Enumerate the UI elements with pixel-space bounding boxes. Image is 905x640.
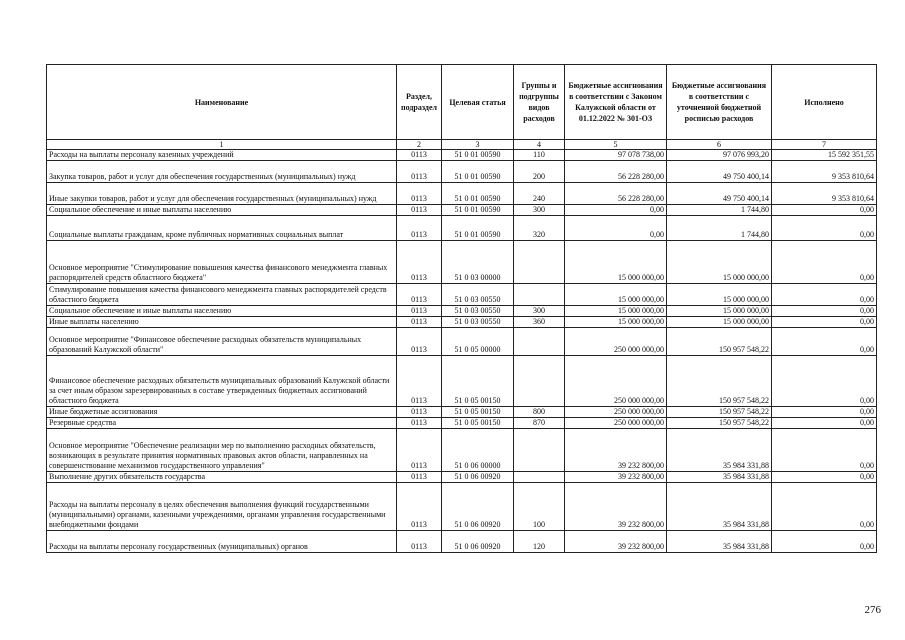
table-row xyxy=(47,429,877,472)
row-name: Социальное обеспечение и иные выплаты населению xyxy=(47,306,397,317)
row-article: 51 0 03 00550 xyxy=(442,284,514,306)
row-article: 51 0 06 00920 xyxy=(442,483,514,531)
row-section: 0113 xyxy=(397,284,442,306)
row-group: 300 xyxy=(514,205,565,216)
row-group: 110 xyxy=(514,150,565,161)
row-name: Выполнение других обязательств государства xyxy=(47,472,397,483)
header-group: Группы и подгруппы видов расходов xyxy=(514,65,565,140)
row-refined-amount: 1 744,80 xyxy=(667,205,772,216)
row-refined-amount: 35 984 331,88 xyxy=(667,429,772,472)
row-refined-amount: 49 750 400,14 xyxy=(667,183,772,205)
row-refined-amount: 15 000 000,00 xyxy=(667,306,772,317)
row-article: 51 0 05 00150 xyxy=(442,418,514,429)
table-row xyxy=(47,306,877,317)
row-article: 51 0 03 00550 xyxy=(442,306,514,317)
row-executed-amount: 0,00 xyxy=(772,328,877,356)
table-row xyxy=(47,418,877,429)
row-name: Основное мероприятие "Финансовое обеспечение расходных обязательств муниципальных образований Калужской области" xyxy=(47,328,397,356)
row-executed-amount: 0,00 xyxy=(772,306,877,317)
row-executed-amount: 0,00 xyxy=(772,531,877,553)
row-executed-amount: 0,00 xyxy=(772,483,877,531)
row-article: 51 0 01 00590 xyxy=(442,183,514,205)
row-article: 51 0 05 00150 xyxy=(442,356,514,407)
row-executed-amount: 0,00 xyxy=(772,407,877,418)
row-law-amount: 15 000 000,00 xyxy=(565,284,667,306)
row-section: 0113 xyxy=(397,531,442,553)
column-number: 7 xyxy=(772,140,877,150)
header-section: Раздел, подраздел xyxy=(397,65,442,140)
header-refined: Бюджетные ассигнования в соответствии с уточненной бюджетной росписью расходов xyxy=(667,65,772,140)
row-section: 0113 xyxy=(397,150,442,161)
row-name: Финансовое обеспечение расходных обязательств муниципальных образований Калужской области за счет иным образом зарезервированных в составе утвержденных бюджетных ассигнований областного бюджета xyxy=(47,356,397,407)
row-refined-amount: 150 957 548,22 xyxy=(667,418,772,429)
row-name: Расходы на выплаты персоналу в целях обеспечения выполнения функций государственными (муниципальными) органами, казенными учреждениями, органами управления государственными внебюджетными фондами xyxy=(47,483,397,531)
row-section: 0113 xyxy=(397,483,442,531)
row-section: 0113 xyxy=(397,418,442,429)
row-section: 0113 xyxy=(397,306,442,317)
row-group: 100 xyxy=(514,483,565,531)
row-section: 0113 xyxy=(397,328,442,356)
row-law-amount: 39 232 800,00 xyxy=(565,429,667,472)
row-article: 51 0 05 00000 xyxy=(442,328,514,356)
row-section: 0113 xyxy=(397,216,442,241)
header-executed: Исполнено xyxy=(772,65,877,140)
row-name: Расходы на выплаты персоналу казенных учреждений xyxy=(47,150,397,161)
row-refined-amount: 150 957 548,22 xyxy=(667,328,772,356)
row-executed-amount: 9 353 810,64 xyxy=(772,161,877,183)
row-name: Стимулирование повышения качества финансового менеджмента главных распорядителей средств областного бюджета xyxy=(47,284,397,306)
row-law-amount: 97 078 738,00 xyxy=(565,150,667,161)
row-article: 51 0 06 00000 xyxy=(442,429,514,472)
row-refined-amount: 150 957 548,22 xyxy=(667,356,772,407)
row-executed-amount: 0,00 xyxy=(772,284,877,306)
row-executed-amount: 9 353 810,64 xyxy=(772,183,877,205)
table-row xyxy=(47,356,877,407)
row-refined-amount: 35 984 331,88 xyxy=(667,472,772,483)
row-group xyxy=(514,328,565,356)
column-number: 2 xyxy=(397,140,442,150)
table-row xyxy=(47,472,877,483)
row-law-amount: 15 000 000,00 xyxy=(565,241,667,284)
row-law-amount: 39 232 800,00 xyxy=(565,483,667,531)
row-refined-amount: 15 000 000,00 xyxy=(667,317,772,328)
row-group: 240 xyxy=(514,183,565,205)
row-law-amount: 0,00 xyxy=(565,205,667,216)
row-law-amount: 15 000 000,00 xyxy=(565,317,667,328)
row-law-amount: 56 228 280,00 xyxy=(565,161,667,183)
row-law-amount: 39 232 800,00 xyxy=(565,531,667,553)
row-refined-amount: 49 750 400,14 xyxy=(667,161,772,183)
row-executed-amount: 0,00 xyxy=(772,418,877,429)
table-row xyxy=(47,183,877,205)
row-article: 51 0 01 00590 xyxy=(442,150,514,161)
row-group xyxy=(514,429,565,472)
row-section: 0113 xyxy=(397,161,442,183)
row-section: 0113 xyxy=(397,205,442,216)
row-name: Иные закупки товаров, работ и услуг для обеспечения государственных (муниципальных) нужд xyxy=(47,183,397,205)
row-article: 51 0 06 00920 xyxy=(442,531,514,553)
row-name: Закупка товаров, работ и услуг для обеспечения государственных (муниципальных) нужд xyxy=(47,161,397,183)
row-article: 51 0 01 00590 xyxy=(442,216,514,241)
row-executed-amount: 0,00 xyxy=(772,472,877,483)
table-row xyxy=(47,150,877,161)
header-article: Целевая статья xyxy=(442,65,514,140)
table-row xyxy=(47,328,877,356)
row-law-amount: 250 000 000,00 xyxy=(565,328,667,356)
row-article: 51 0 01 00590 xyxy=(442,161,514,183)
row-law-amount: 0,00 xyxy=(565,216,667,241)
row-group: 360 xyxy=(514,317,565,328)
row-law-amount: 56 228 280,00 xyxy=(565,183,667,205)
row-group: 320 xyxy=(514,216,565,241)
row-section: 0113 xyxy=(397,241,442,284)
row-group xyxy=(514,356,565,407)
row-section: 0113 xyxy=(397,472,442,483)
header-row xyxy=(47,65,877,140)
table-row xyxy=(47,317,877,328)
row-refined-amount: 1 744,80 xyxy=(667,216,772,241)
table-row xyxy=(47,407,877,418)
header-name: Наименование xyxy=(47,65,397,140)
row-name: Социальное обеспечение и иные выплаты населению xyxy=(47,205,397,216)
row-name: Иные выплаты населению xyxy=(47,317,397,328)
row-section: 0113 xyxy=(397,356,442,407)
row-group: 870 xyxy=(514,418,565,429)
row-executed-amount: 0,00 xyxy=(772,317,877,328)
row-article: 51 0 01 00590 xyxy=(442,205,514,216)
row-law-amount: 39 232 800,00 xyxy=(565,472,667,483)
row-group xyxy=(514,241,565,284)
row-name: Иные бюджетные ассигнования xyxy=(47,407,397,418)
row-section: 0113 xyxy=(397,317,442,328)
row-group: 200 xyxy=(514,161,565,183)
row-executed-amount: 0,00 xyxy=(772,205,877,216)
row-refined-amount: 35 984 331,88 xyxy=(667,483,772,531)
column-number: 6 xyxy=(667,140,772,150)
table-row xyxy=(47,205,877,216)
row-refined-amount: 35 984 331,88 xyxy=(667,531,772,553)
column-number: 5 xyxy=(565,140,667,150)
row-group: 800 xyxy=(514,407,565,418)
column-number: 4 xyxy=(514,140,565,150)
row-executed-amount: 0,00 xyxy=(772,356,877,407)
table-row xyxy=(47,241,877,284)
table-row xyxy=(47,531,877,553)
row-name: Социальные выплаты гражданам, кроме публичных нормативных социальных выплат xyxy=(47,216,397,241)
column-number: 3 xyxy=(442,140,514,150)
row-group xyxy=(514,472,565,483)
budget-table xyxy=(46,64,877,553)
row-executed-amount: 0,00 xyxy=(772,216,877,241)
row-name: Резервные средства xyxy=(47,418,397,429)
row-law-amount: 250 000 000,00 xyxy=(565,356,667,407)
row-article: 51 0 05 00150 xyxy=(442,407,514,418)
header-law: Бюджетные ассигнования в соответствии с Законом Калужской области от 01.12.2022 № 301-ОЗ xyxy=(565,65,667,140)
row-law-amount: 15 000 000,00 xyxy=(565,306,667,317)
row-group xyxy=(514,284,565,306)
row-executed-amount: 0,00 xyxy=(772,241,877,284)
row-article: 51 0 06 00920 xyxy=(442,472,514,483)
row-article: 51 0 03 00550 xyxy=(442,317,514,328)
row-section: 0113 xyxy=(397,407,442,418)
row-group: 300 xyxy=(514,306,565,317)
row-name: Основное мероприятие "Обеспечение реализации мер по выполнению расходных обязательств, возникающих в результате принятия нормативных правовых актов области, направленных на совершенствование механизмов государственного управления" xyxy=(47,429,397,472)
row-law-amount: 250 000 000,00 xyxy=(565,418,667,429)
column-number: 1 xyxy=(47,140,397,150)
row-refined-amount: 97 076 993,20 xyxy=(667,150,772,161)
row-refined-amount: 150 957 548,22 xyxy=(667,407,772,418)
row-group: 120 xyxy=(514,531,565,553)
row-executed-amount: 0,00 xyxy=(772,429,877,472)
row-name: Расходы на выплаты персоналу государственных (муниципальных) органов xyxy=(47,531,397,553)
table-row xyxy=(47,284,877,306)
page-number: 276 xyxy=(864,604,881,616)
row-section: 0113 xyxy=(397,429,442,472)
row-section: 0113 xyxy=(397,183,442,205)
row-name: Основное мероприятие "Стимулирование повышения качества финансового менеджмента главных распорядителей средств областного бюджета" xyxy=(47,241,397,284)
table-body xyxy=(47,150,877,553)
table-row xyxy=(47,216,877,241)
table-row xyxy=(47,161,877,183)
row-article: 51 0 03 00000 xyxy=(442,241,514,284)
row-refined-amount: 15 000 000,00 xyxy=(667,284,772,306)
row-law-amount: 250 000 000,00 xyxy=(565,407,667,418)
column-number-row xyxy=(47,140,877,150)
row-refined-amount: 15 000 000,00 xyxy=(667,241,772,284)
row-executed-amount: 15 592 351,55 xyxy=(772,150,877,161)
table-row xyxy=(47,483,877,531)
